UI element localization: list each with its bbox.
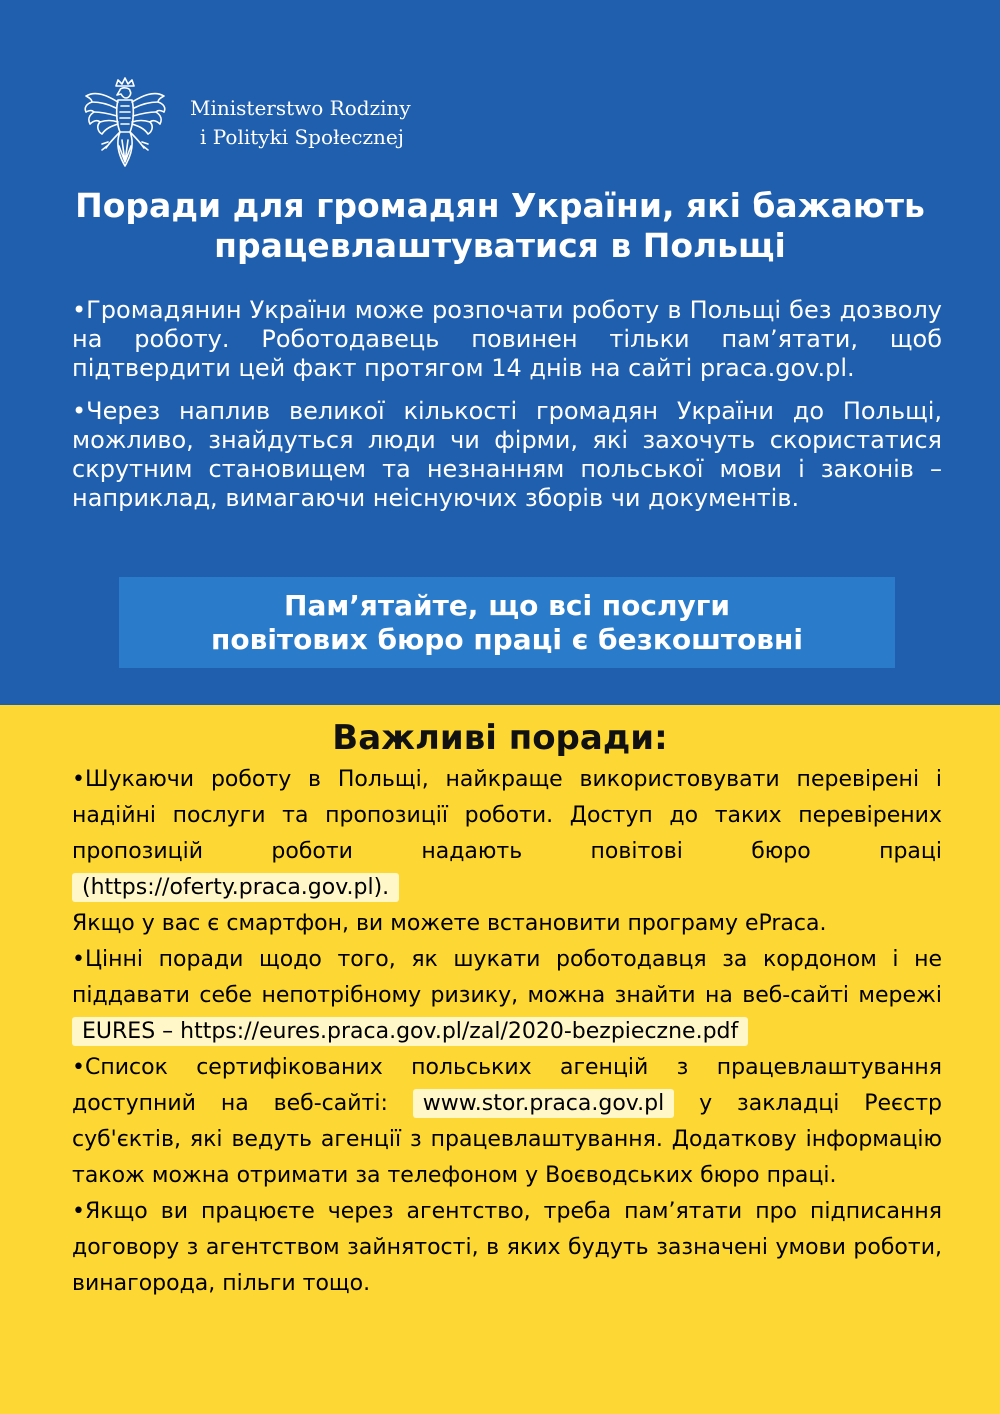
intro-text: [72, 296, 942, 527]
blue-section: [0, 0, 1000, 705]
tip-1: [72, 762, 942, 906]
title-line2: працевлаштуватися в Польщі: [214, 226, 786, 265]
tips-list: [72, 762, 942, 1302]
tip-2: [72, 942, 942, 1050]
intro-p1-text: •Громадянин України може розпочати роботу в Польщі без дозволу на роботу. Роботодавець повинен тільки пам’ятати, щоб підтвердити цей факт протягом 14 днів на сайті: [72, 296, 942, 382]
tip-1-app: [72, 906, 942, 942]
intro-paragraph-2: •Через наплив великої кількості громадян України до Польщі, можливо, знайдуться люди чи фірми, які захочуть скористатися скрутним становищем та незнанням польської мови і законів – наприклад, вимагаючи неіснуючих зборів чи документів.: [72, 397, 942, 512]
tips-heading: Важливі поради:: [332, 718, 668, 758]
polish-eagle-icon: [80, 76, 170, 170]
praca-gov-link[interactable]: praca.gov.pl: [699, 354, 848, 382]
ministry-line1: Ministerstwo Rodziny: [190, 96, 411, 120]
epraca-app-name: ePraca: [744, 911, 820, 936]
tip-1-text: •Шукаючи роботу в Польщі, найкраще використовувати перевірені і надійні послуги та пропозиції роботи. Доступ до таких перевірених пропозицій роботи надають повітові бюро праці: [72, 767, 942, 864]
eures-link[interactable]: EURES – https://eures.praca.gov.pl/zal/2020-bezpieczne.pdf: [72, 1017, 748, 1046]
ministry-line2: i Polityki Społecznej: [200, 125, 404, 149]
banner-line1: Пам’ятайте, що всі послуги: [284, 588, 730, 622]
page-title: [40, 186, 960, 266]
title-line1: Поради для громадян України, які бажають: [75, 186, 925, 225]
ministry-name: [190, 94, 411, 152]
oferty-link[interactable]: (https://oferty.praca.gov.pl).: [72, 873, 399, 902]
tip-1-app-end: .: [819, 911, 827, 936]
stor-link[interactable]: www.stor.praca.gov.pl: [413, 1089, 674, 1118]
tip-3-text: •Список сертифікованих польських агенцій з працевлаштування доступний на веб-сайті:: [72, 1055, 942, 1116]
tip-1-app-text: Якщо у вас є смартфон, ви можете встановити програму: [72, 911, 745, 936]
free-services-banner: [119, 577, 895, 668]
intro-p1-end: .: [847, 354, 855, 382]
intro-paragraph-1: [72, 296, 942, 383]
banner-line2: повітових бюро праці є безкоштовні: [211, 622, 803, 656]
tip-2-text: •Цінні поради щодо того, як шукати роботодавця за кордоном і не піддавати себе непотрібному ризику, можна знайти на веб-сайті мережі: [72, 947, 942, 1008]
tip-3: [72, 1050, 942, 1194]
tip-4: •Якщо ви працюєте через агентство, треба пам’ятати про підписання договору з агентством зайнятості, в яких будуть зазначені умови роботи, винагорода, пільги тощо.: [72, 1199, 942, 1296]
tip-3-end: у закладці Реєстр суб'єктів, які ведуть агенції з працевлаштування. Додаткову інформацію також можна отримати за телефоном у Воєводських бюро праці.: [72, 1091, 943, 1188]
